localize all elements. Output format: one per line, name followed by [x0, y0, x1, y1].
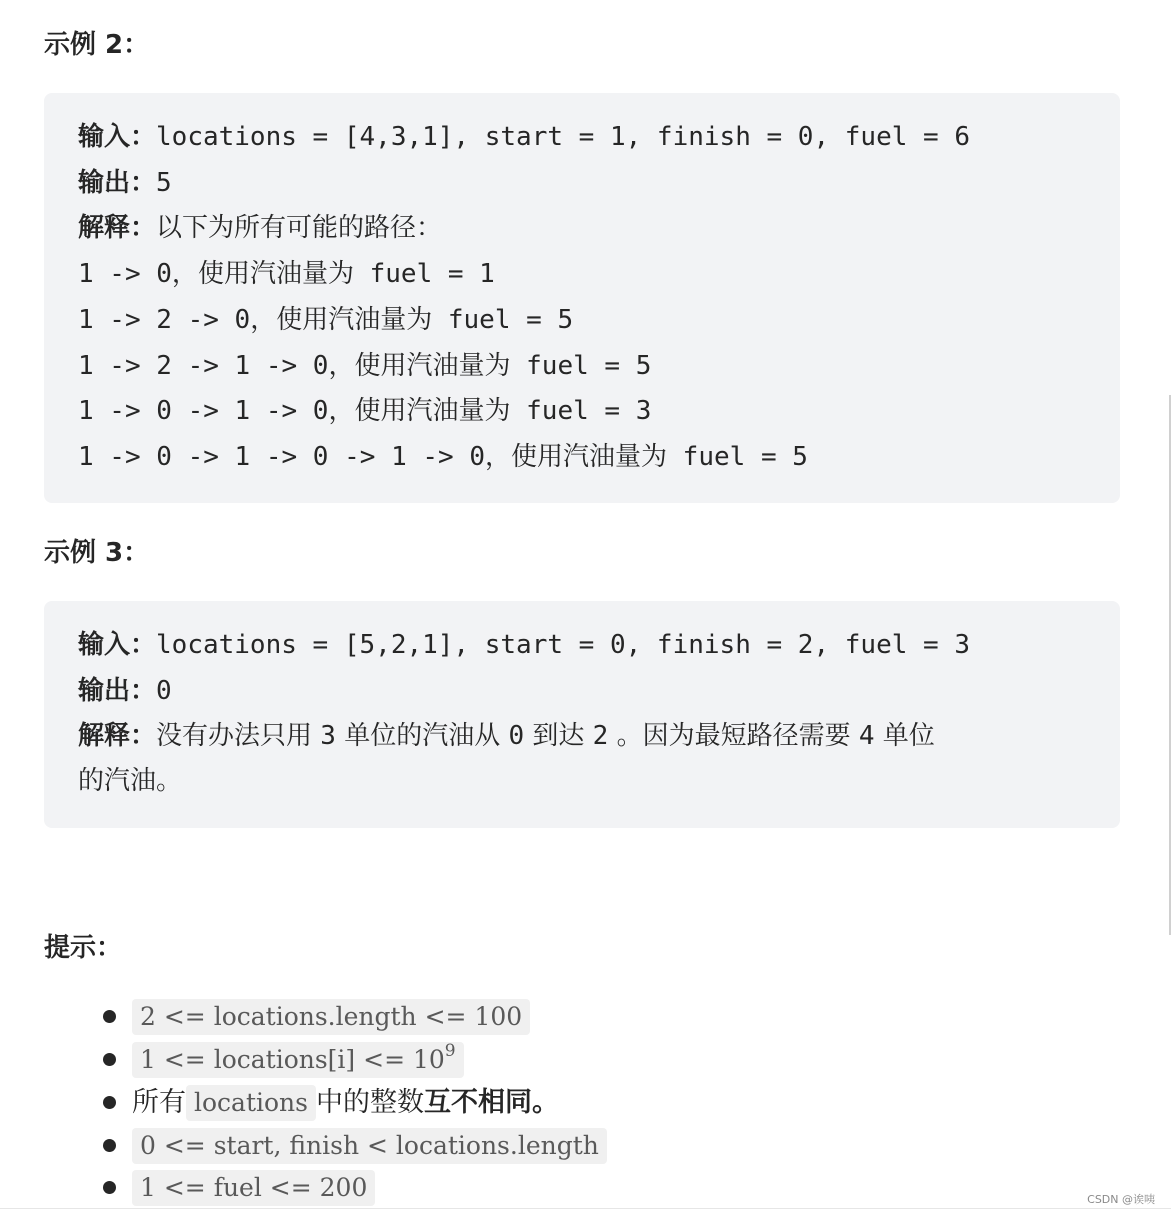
bullet-icon	[103, 1139, 116, 1152]
hint-code: 2 <= locations.length <= 100	[132, 999, 530, 1035]
path-desc: 使用汽油量为	[276, 305, 433, 335]
example-2-heading: 示例 2：	[44, 30, 150, 60]
hint-code: locations	[186, 1085, 316, 1121]
example-3-heading: 示例 3：	[44, 538, 150, 568]
hint-code-base: 1 <= locations[i] <= 10	[140, 1045, 445, 1074]
path-desc: 使用汽油量为	[354, 351, 511, 381]
path-route: 1 -> 0 -> 1 -> 0	[78, 396, 329, 426]
path-desc: 使用汽油量为	[354, 396, 511, 426]
hint-item	[104, 1128, 607, 1164]
path-sep: ，	[171, 259, 198, 289]
path-line	[78, 439, 808, 475]
hint-code-exponent: 9	[444, 1041, 456, 1061]
bullet-icon	[103, 1096, 116, 1109]
input-label: 输入：	[78, 122, 157, 152]
output-value: 5	[156, 168, 172, 198]
explain-text: 没有办法只用	[156, 721, 321, 751]
bullet-icon	[103, 1181, 116, 1194]
example-2-code-block	[44, 93, 1120, 503]
path-sep: ，	[485, 442, 512, 472]
example-3-output-line	[78, 673, 172, 709]
explain-number: 4	[858, 721, 875, 751]
explain-number: 2	[592, 721, 609, 751]
explain-text: 单位的汽油从	[335, 721, 509, 751]
hint-code: 0 <= start, finish < locations.length	[132, 1128, 607, 1164]
hint-item	[104, 999, 530, 1035]
output-label: 输出：	[78, 168, 157, 198]
path-fuel: fuel = 5	[667, 442, 808, 472]
watermark: CSDN @诶咦	[1087, 1193, 1155, 1206]
path-fuel: fuel = 3	[510, 396, 652, 426]
hint-emphasis: 互不相同	[423, 1087, 532, 1118]
path-line	[78, 302, 573, 338]
path-fuel: fuel = 5	[432, 305, 574, 335]
divider	[0, 1208, 1171, 1209]
hint-code: 1 <= fuel <= 200	[132, 1170, 375, 1206]
example-3-code-block	[44, 601, 1120, 828]
path-desc: 使用汽油量为	[197, 259, 354, 289]
path-route: 1 -> 2 -> 1 -> 0	[78, 351, 329, 381]
example-2-output-line	[78, 165, 172, 201]
explain-label: 解释：	[78, 213, 157, 243]
path-desc: 使用汽油量为	[511, 442, 668, 472]
path-sep: ，	[328, 351, 355, 381]
bullet-icon	[103, 1010, 116, 1023]
example-2-explain-line	[78, 210, 442, 246]
path-sep: ，	[250, 305, 277, 335]
output-label: 输出：	[78, 676, 157, 706]
path-fuel: fuel = 5	[510, 351, 652, 381]
path-route: 1 -> 0 -> 1 -> 0 -> 1 -> 0	[78, 442, 485, 472]
example-3-input-line	[78, 627, 970, 663]
example-3-explain-line	[78, 718, 935, 754]
path-fuel: fuel = 1	[353, 259, 495, 289]
explain-text: 单位	[874, 721, 935, 751]
path-route: 1 -> 0	[78, 259, 172, 289]
path-line	[78, 348, 651, 384]
path-line	[78, 256, 495, 292]
example-3-explain-line-2	[78, 763, 182, 799]
explain-text: 。因为最短路径需要	[608, 721, 859, 751]
hint-item	[104, 1042, 464, 1078]
explain-number: 3	[320, 721, 336, 751]
input-value: locations = [4,3,1], start = 1, finish = 0, fuel = 6	[156, 122, 970, 152]
input-value: locations = [5,2,1], start = 0, finish = 2, fuel = 3	[156, 630, 970, 660]
example-2-input-line	[78, 119, 970, 155]
bullet-icon	[103, 1053, 116, 1066]
hint-item	[104, 1085, 559, 1121]
explain-text: 到达	[524, 721, 593, 751]
explain-number: 0	[508, 721, 525, 751]
path-route: 1 -> 2 -> 0	[78, 305, 251, 335]
hint-text: 。	[531, 1087, 559, 1118]
path-line	[78, 393, 651, 429]
hint-item	[104, 1170, 375, 1206]
hint-code	[132, 1042, 464, 1078]
path-sep: ，	[328, 396, 355, 426]
output-value: 0	[156, 676, 172, 706]
hint-text: 中的整数	[315, 1087, 424, 1118]
hints-heading: 提示：	[44, 933, 123, 963]
explain-text: 的汽油。	[78, 766, 183, 796]
hint-text: 所有	[132, 1087, 186, 1118]
input-label: 输入：	[78, 630, 157, 660]
explain-label: 解释：	[78, 721, 157, 751]
explain-text: 以下为所有可能的路径：	[156, 213, 443, 243]
